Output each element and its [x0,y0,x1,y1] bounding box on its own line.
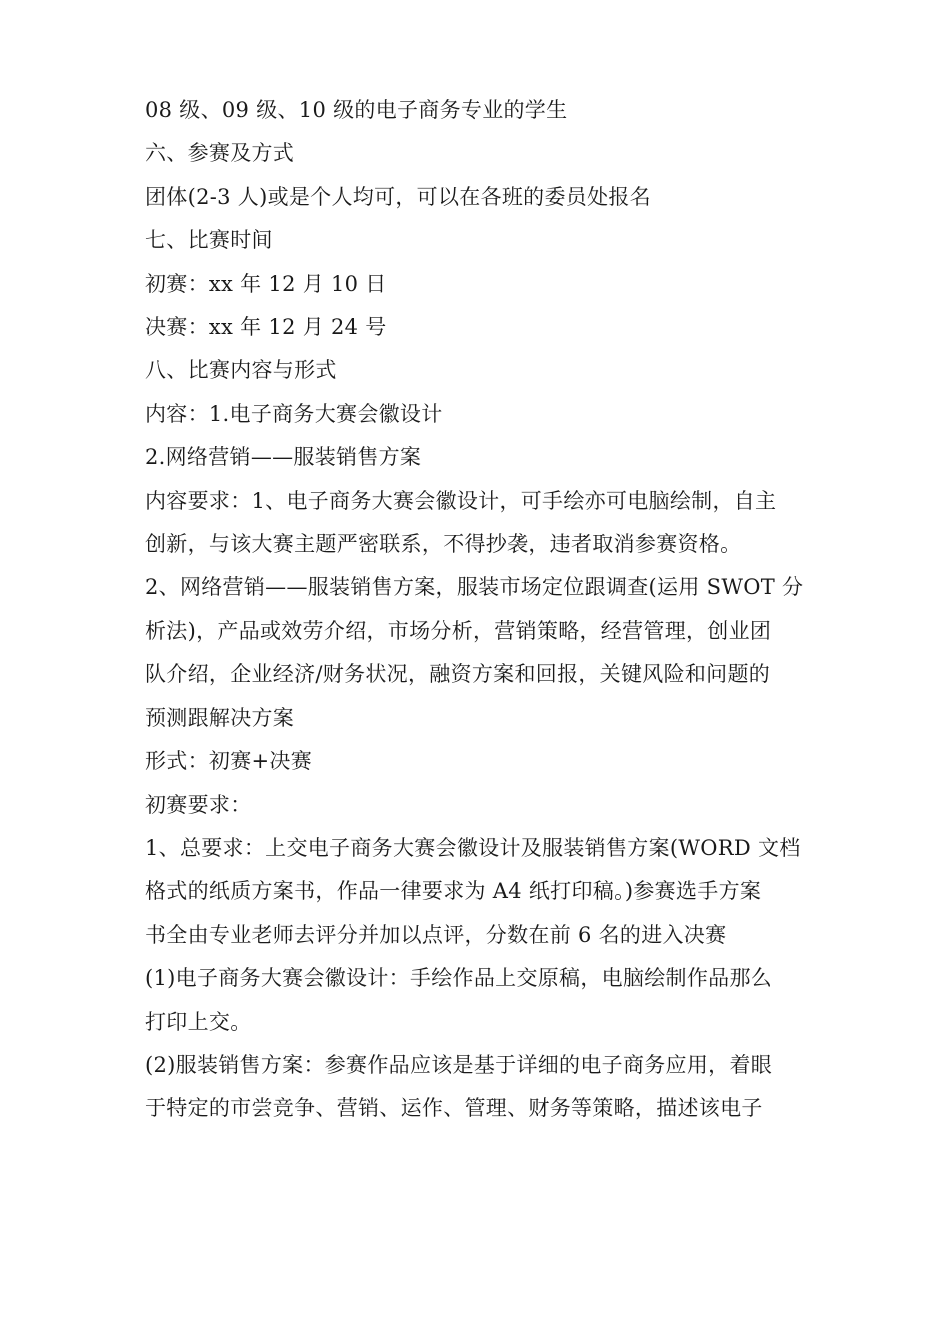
text-line: 创新，与该大赛主题严密联系，不得抄袭，违者取消参赛资格。 [145,532,742,557]
text-line: 形式：初赛+决赛 [145,749,312,774]
text-line: (2)服装销售方案：参赛作品应该是基于详细的电子商务应用，着眼 [145,1052,773,1077]
text-line: 队介绍，企业经济/财务状况，融资方案和回报，关键风险和问题的 [145,662,771,687]
text-line: 团体(2-3 人)或是个人均可，可以在各班的委员处报名 [145,184,651,209]
text-line: 初赛：xx 年 12 月 10 日 [145,271,387,296]
text-line: 内容要求：1、电子商务大赛会徽设计，可手绘亦可电脑绘制，自主 [145,488,777,513]
text-line: 格式的纸质方案书，作品一律要求为 A4 纸打印稿。)参赛选手方案 [145,879,762,904]
text-line: 于特定的市尝竞争、营销、运作、管理、财务等策略，描述该电子 [145,1096,763,1121]
document-body [145,89,810,1131]
text-line: 打印上交。 [145,1009,252,1034]
text-line: 2.网络营销——服装销售方案 [145,445,422,470]
text-line: 初赛要求： [145,792,252,817]
section-heading: 七、比赛时间 [145,228,273,253]
text-line: 08 级、09 级、10 级的电子商务专业的学生 [145,98,568,122]
text-line: (1)电子商务大赛会徽设计：手绘作品上交原稿，电脑绘制作品那么 [145,966,773,991]
text-line: 预测跟解决方案 [145,705,295,730]
text-line: 书全由专业老师去评分并加以点评，分数在前 6 名的进入决赛 [145,922,727,947]
text-line: 1、总要求：上交电子商务大赛会徽设计及服装销售方案(WORD 文档 [145,835,801,860]
section-heading: 六、参赛及方式 [145,141,295,166]
text-line: 内容：1.电子商务大赛会徽设计 [145,401,443,426]
text-line: 析法)，产品或效劳介绍，市场分析，营销策略，经营管理，创业团 [145,618,772,643]
section-heading: 八、比赛内容与形式 [145,358,337,383]
text-line: 2、网络营销——服装销售方案，服装市场定位跟调查(运用 SWOT 分 [145,575,804,600]
text-line: 决赛：xx 年 12 月 24 号 [145,315,387,340]
